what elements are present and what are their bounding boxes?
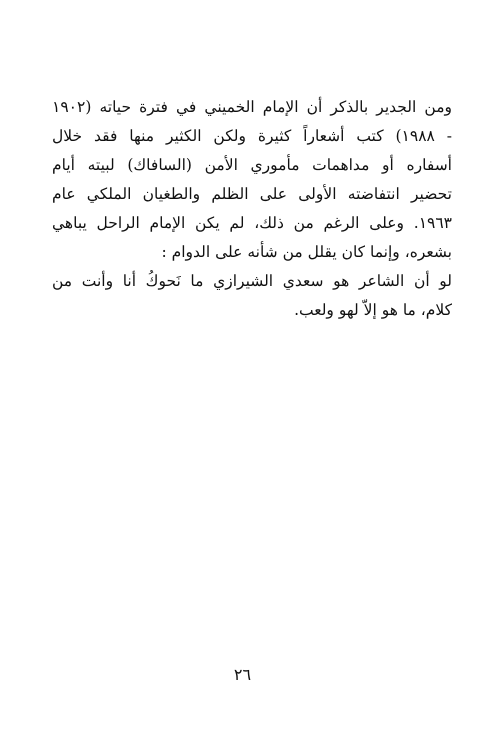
page-number: ٢٦ <box>233 665 252 684</box>
quote-line-2: كلام، ما هو إلاّ لهو ولعب. <box>294 301 452 319</box>
body-text <box>52 93 452 325</box>
paragraph-line-1: ومن الجدير بالذكر أن الإمام الخميني في فترة حياته (١٩٠٢ <box>52 98 452 116</box>
paragraph-line-3: أسفاره أو مداهمات مأموري الأمن (السافاك) لبيته أيام <box>52 156 452 174</box>
paragraph-line-5: ١٩٦٣. وعلى الرغم من ذلك، لم يكن الإمام الراحل يباهي <box>52 214 452 232</box>
paragraph-line-4: تحضير انتفاضته الأولى على الظلم والطغيان الملكي عام <box>52 185 452 203</box>
paragraph-line-6: بشعره، وإنما كان يقلل من شأنه على الدوام : <box>161 243 452 261</box>
quote-line-1: لو أن الشاعر هو سعدي الشيرازي ما نَحوكُ أنا وأنت من <box>52 272 452 290</box>
paragraph-line-2: - ١٩٨٨) كتب أشعاراً كثيرة ولكن الكثير منها فقد خلال <box>52 127 452 145</box>
